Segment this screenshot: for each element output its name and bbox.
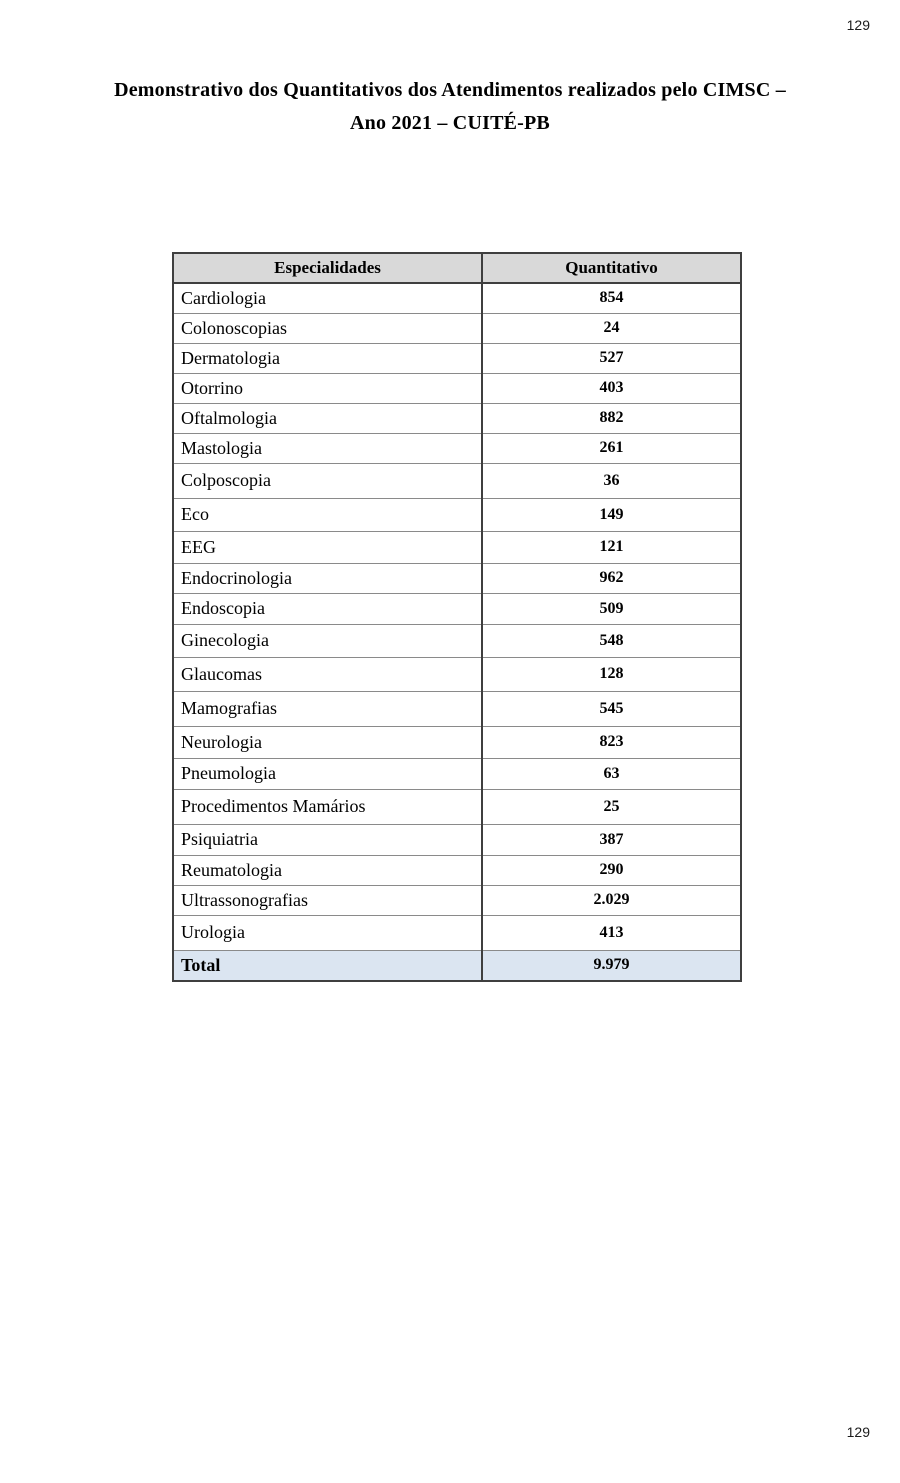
table-header [173,253,741,283]
table-row [173,691,741,726]
specialty-cell: Mamografias [173,691,482,726]
table-row [173,563,741,593]
quantity-cell: 882 [482,403,741,433]
page-number-top: 129 [846,17,870,33]
table-row [173,758,741,789]
quantity-cell: 63 [482,758,741,789]
table-row [173,313,741,343]
specialty-cell: Eco [173,498,482,531]
quantity-cell: 548 [482,624,741,657]
specialty-cell: Endoscopia [173,593,482,624]
table-row [173,789,741,824]
table-row [173,498,741,531]
total-value-cell: 9.979 [482,950,741,981]
quantity-cell: 261 [482,433,741,463]
table-row [173,343,741,373]
table-row [173,531,741,563]
specialty-cell: Otorrino [173,373,482,403]
document-title-line-1: Demonstrativo dos Quantitativos dos Atendimentos realizados pelo CIMSC – [114,79,786,101]
specialty-cell: Reumatologia [173,855,482,885]
specialty-cell: Ultrassonografias [173,885,482,915]
header-quantitativo: Quantitativo [482,253,741,283]
quantity-cell: 25 [482,789,741,824]
table-row [173,403,741,433]
quantity-cell: 24 [482,313,741,343]
total-label-cell: Total [173,950,482,981]
table-row [173,855,741,885]
quantity-cell: 823 [482,726,741,758]
table-body [173,283,741,950]
specialty-cell: Pneumologia [173,758,482,789]
specialty-cell: EEG [173,531,482,563]
header-row [173,253,741,283]
table-row [173,373,741,403]
table-row [173,433,741,463]
header-especialidades: Especialidades [173,253,482,283]
specialty-cell: Dermatologia [173,343,482,373]
quantity-cell: 545 [482,691,741,726]
table-row [173,624,741,657]
specialty-cell: Mastologia [173,433,482,463]
quantity-cell: 509 [482,593,741,624]
specialty-cell: Colonoscopias [173,313,482,343]
table-row [173,824,741,855]
quantity-cell: 413 [482,915,741,950]
specialty-cell: Oftalmologia [173,403,482,433]
table-footer [173,950,741,981]
quantity-cell: 854 [482,283,741,313]
table-row [173,283,741,313]
specialty-cell: Neurologia [173,726,482,758]
quantity-cell: 403 [482,373,741,403]
quantity-cell: 962 [482,563,741,593]
total-row [173,950,741,981]
specialty-cell: Ginecologia [173,624,482,657]
quantity-cell: 2.029 [482,885,741,915]
table-row [173,593,741,624]
table-row [173,463,741,498]
specialty-cell: Cardiologia [173,283,482,313]
table-row [173,915,741,950]
quantity-cell: 527 [482,343,741,373]
quantity-cell: 290 [482,855,741,885]
quantity-cell: 128 [482,657,741,691]
quantity-cell: 36 [482,463,741,498]
specialty-cell: Urologia [173,915,482,950]
quantity-cell: 149 [482,498,741,531]
document-title-line-2: Ano 2021 – CUITÉ-PB [350,112,550,134]
specialties-table [172,252,742,982]
document-title [50,74,850,140]
specialty-cell: Glaucomas [173,657,482,691]
specialty-cell: Endocrinologia [173,563,482,593]
specialty-cell: Psiquiatria [173,824,482,855]
page-number-bottom: 129 [846,1424,870,1440]
table-row [173,885,741,915]
specialty-cell: Procedimentos Mamários [173,789,482,824]
quantity-cell: 121 [482,531,741,563]
specialty-cell: Colposcopia [173,463,482,498]
table-row [173,657,741,691]
quantity-cell: 387 [482,824,741,855]
table-row [173,726,741,758]
